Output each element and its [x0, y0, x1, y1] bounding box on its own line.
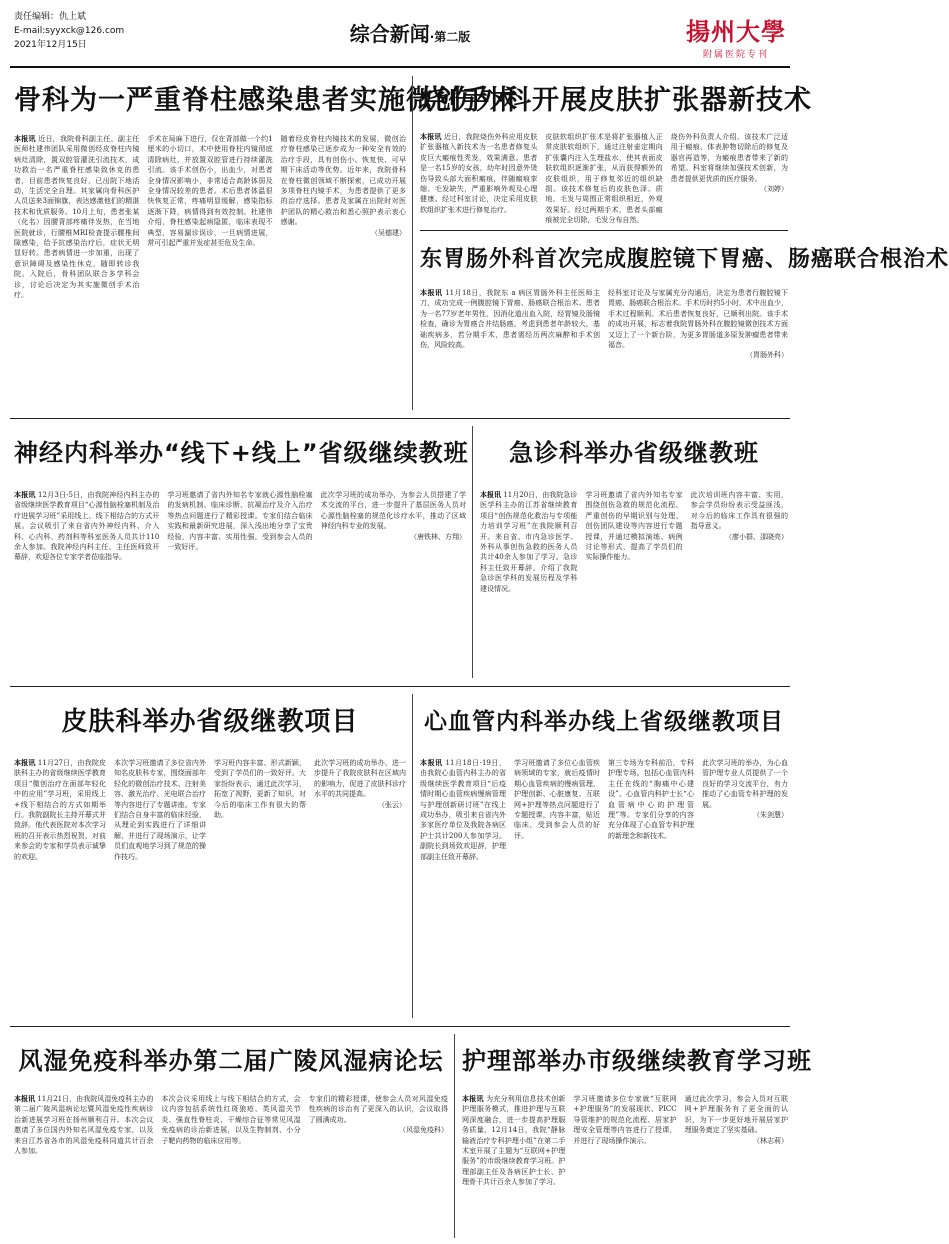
article-headline: 心血管内科举办线上省级继教项目	[424, 709, 784, 735]
article-column: 烧伤外科负责人介绍，该技术广泛适用于瘢痕、体表肿物切除后的修复及器官再造等，为瘢痕患者带来了新的希望。科室将继续加强技术创新，为患者提供更优质的医疗服务。 （刘婷）	[670, 133, 788, 194]
article-body	[420, 132, 788, 226]
article-headline: 神经内科举办“线下+线上”省级继续教班	[14, 439, 469, 467]
article-neurology	[14, 426, 469, 678]
article-byline: （朱剑慧）	[753, 811, 788, 820]
article-column: 本报讯 11月27日，由我院皮肤科主办的省级继续医学教育项目“微创治疗在面部年轻化中的应用”学习班，采用线上+线下相结合的方式如期举行。我院副院长主持开幕式并致辞。他代表医院对本次学习班的召开表示热烈祝贺，对前来参会的专家和学员表示诚挚的欢迎。	[14, 759, 106, 861]
article-byline: （唐铁林、方翔）	[409, 532, 466, 541]
article-column: 第三专场为专科前沿，专科护理专场。包括心血管内科主任在线的“胸痛中心建设”、心血管内科护士长“心血管病中心的护理管理”等。专家们分享的内容充分体现了心血管专科护理的新理念和新技术。	[608, 759, 694, 840]
article-column: 本报讯 11月20日，由我院急诊医学科主办的江苏省继续教育项目“创伤规范化救治与专项能力培训学习班”在我院顺利召开。来自省、市内急诊医学、外科从事创伤急救的医务人员共计40余人参加了学习。急诊科主任致开幕辞，介绍了我院急诊医学科的发展历程及学科建设情况。	[480, 491, 578, 593]
article-column: 随着经皮脊柱内镜技术的发展，微创治疗脊柱感染已逐步成为一种安全有效的治疗手段，具有创伤小、恢复快、可早期下床活动等优势。近年来，我院骨科在脊柱微创领域不断探索，已成功开展多项脊柱内镜手术，为患者提供了更多的治疗选择。患者及家属在出院时对医护团队的精心救治和悉心照护表示衷心感谢。 （吴德建）	[280, 135, 406, 237]
article-body	[420, 758, 788, 862]
section-rule	[10, 686, 790, 687]
article-headline: 烧伤外科开展皮肤扩张器新技术	[420, 85, 812, 116]
email-line: E-mail:syyxck@126.com	[14, 26, 125, 36]
article-headline: 护理部举办市级继续教育学习班	[462, 1047, 812, 1075]
column-divider	[472, 426, 473, 678]
section-header	[290, 18, 530, 47]
article-column: 专家们的精彩授课，使参会人员对风湿免疫性疾病的诊治有了更深入的认识，会议取得了圆满成功。 （风湿免疫科）	[308, 1095, 448, 1135]
article-column: 学习班邀请多位专家就“互联网+护理服务”的发展现状、PICC导管维护的规范化流程、居家护理安全管理等内容进行了授课，并进行了现场操作演示。	[573, 1095, 677, 1145]
article-byline: （林志莉）	[752, 1136, 788, 1145]
article-byline: （张云）	[378, 800, 406, 809]
article-byline: （胃肠外科）	[746, 351, 788, 360]
page-label: ·第二版	[429, 30, 471, 44]
article-burns	[420, 76, 812, 226]
article-column: 本报讯 近日，我院烧伤外科应用皮肤扩张器植入新技术为一名患者修复头皮巨大瘢痕性秃发，效果满意。患者是一名15岁的女孩，幼年时因意外烫伤导致头部大面积瘢痕，伴随瘢痕挛缩、毛发缺失，严重影响外观及心理健康。经过科室讨论，决定采用皮肤软组织扩张术进行修复治疗。	[420, 133, 538, 214]
article-headline: 风湿免疫科举办第二届广陵风湿病论坛	[18, 1047, 444, 1075]
article-column: 本报讯 近日，我院骨科副主任、副主任医师杜建伟团队采用微创经皮脊柱内镜病灶清除，置双腔管灌洗引流技术，成功救治一名严重脊柱感染致休克的患者，目前患者恢复良好，已出院下地活动，生活完全自理。其家属向骨科医护人员送来3面锦旗，表达感激他们的精湛技术和优质服务。10月上旬，患者张某（化名）因腰背部疼痛伴发热，在当地医院就诊，行腰椎MRI检查提示腰椎间隙感染，给予抗感染治疗后，症状无明显好转。患者病情进一步加重，出现了意识障碍及感染性休克，随即转诊我院。入院后，骨科团队联合多学科会诊，讨论后决定为其实施微创手术治疗。	[14, 135, 140, 300]
column-divider	[412, 694, 413, 1018]
article-cardiology	[420, 694, 788, 1018]
article-column: 学习班内容丰富、形式新颖，受到了学员们的一致好评。大家纷纷表示，通过此次学习，拓宽了视野，更新了知识，对今后的临床工作有很大的帮助。	[214, 759, 306, 820]
article-body	[14, 1094, 448, 1156]
article-column: 本次会议采用线上与线下相结合的方式，会议内容包括系统性红斑狼疮、类风湿关节炎、强直性脊柱炎、干燥综合征等常见风湿免疫病的诊治新进展，以及生物制剂、小分子靶向药物的临床应用等。	[161, 1095, 301, 1145]
masthead-info	[14, 10, 124, 52]
article-column: 此次学习班的成功举办，进一步提升了我院皮肤科在区域内的影响力，促进了皮肤科诊疗水平的共同提高。 （张云）	[314, 759, 406, 809]
article-byline: （吴德建）	[370, 228, 406, 237]
article-column: 本报讯 11月18日-19日，由我院心血管内科主办的省级继续医学教育项目“后疫情时期心血管疾病慢病管理与护理创新研讨班”在线上成功举办，吸引来自省内外多家医疗单位及我院各病区护士共计200人参加学习。副院长到场致欢迎辞，护理部副主任致开幕辞。	[420, 759, 506, 861]
article-byline: （廖小群、邵晓亮）	[724, 532, 788, 541]
article-body	[420, 288, 788, 361]
article-byline: （风湿免疫科）	[398, 1126, 448, 1135]
article-column: 本报讯 为充分利用信息技术创新护理服务模式，推进护理与互联网深度融合，进一步提高护理服务质量，12月14日，我院“静脉输液治疗专科护理小组”在第二手术室开展了主题为“互联网+护理服务”的市级继续教育学习班。护理部副主任及各病区护士长、护理骨干共计百余人参加了学习。	[462, 1095, 566, 1187]
article-headline: 急诊科举办省级继教班	[509, 439, 759, 467]
article-column: 皮肤软组织扩张术是将扩张器植入正常皮肤软组织下，通过注射壶定期向扩张囊内注入生理盐水，使其表面皮肤软组织逐渐扩张，从而获得额外的皮肤组织，用于修复邻近的组织缺损。该技术修复后的皮肤色泽、质地、毛发与周围正常组织相近，外观效果好。经过两期手术，患者头部瘢痕被完全切除，毛发分布自然。	[545, 133, 663, 225]
article-body	[462, 1094, 788, 1188]
article-nursing	[462, 1034, 812, 1238]
article-body	[14, 758, 406, 862]
article-column: 此次学习班的成功举办，为参会人员搭建了学术交流的平台，进一步提升了基层医务人员对心源性脑栓塞的规范化诊疗水平，推动了区域神经内科专业的发展。 （唐铁林、方翔）	[320, 491, 466, 541]
article-headline: 骨科为一严重脊柱感染患者实施微创手术	[14, 85, 518, 116]
article-byline: （刘婷）	[759, 185, 788, 194]
article-body	[480, 490, 788, 594]
article-body	[14, 134, 406, 301]
article-rheumatology	[14, 1034, 448, 1238]
article-emergency	[480, 426, 788, 678]
article-column: 学习班邀请了省内外知名专家就心源性脑栓塞的发病机制、临床诊断、抗凝治疗及介入治疗等热点问题进行了精彩授课。专家们结合临床实践和最新研究进展，深入浅出地分享了宝贵经验，内容丰富、实用性强，受到参会人员的一致好评。	[167, 491, 313, 552]
logo-text: 揚州大學	[686, 17, 786, 46]
article-column: 本报讯 11月21日，由我院风湿免疫科主办的第二届广陵风湿病论坛暨风湿免疫性疾病诊治新进展学习班在扬州顺利召开。本次会议邀请了多位国内外知名风湿免疫专家，以及来自江苏省各市的风湿免疫科同道共计百余人参加。	[14, 1095, 154, 1156]
masthead	[0, 0, 800, 64]
editor-line: 责任编辑：仇上斌	[14, 12, 87, 22]
column-divider	[454, 1034, 455, 1238]
article-body	[14, 490, 466, 563]
section-rule	[420, 230, 788, 231]
article-column: 通过此次学习，参会人员对互联网+护理服务有了更全面的认识，为下一步更好地开展居家护理服务奠定了坚实基础。 （林志莉）	[684, 1095, 788, 1145]
section-rule	[10, 1026, 790, 1027]
article-gastro	[420, 238, 949, 410]
logo-subtitle: 附属医院专刊	[702, 50, 769, 60]
article-dermatology	[14, 694, 406, 1018]
article-column: 此次学习班的举办，为心血管护理专业人员提供了一个良好的学习交流平台，有力推动了心血管专科护理的发展。 （朱剑慧）	[702, 759, 788, 820]
newspaper-logo	[686, 12, 786, 60]
article-headline: 东胃肠外科首次完成腹腔镜下胃癌、肠癌联合根治术	[420, 247, 949, 272]
masthead-rule	[10, 66, 790, 68]
article-column: 学习班邀请了多位心血管疾病领域的专家，就后疫情时期心血管疾病的慢病管理、护理创新、心脏康复、互联网+护理等热点问题进行了专题授课，内容丰富，贴近临床，受到参会人员的好评。	[514, 759, 600, 840]
article-headline: 皮肤科举办省级继教项目	[61, 707, 359, 737]
article-column: 本报讯 11月18日，我院东 a 病区胃肠外科主任医师主刀，成功完成一例腹腔镜下胃癌、肠癌联合根治术。患者为一名77岁老年男性，因消化道出血入院，经胃镜及肠镜检查，确诊为胃癌合并结肠癌。考虑到患者年龄较大，基础疾病多，若分期手术，患者需经历两次麻醉和手术创伤，风险较高。	[420, 289, 601, 350]
article-column: 手术在局麻下进行，仅在背部做一个约1厘米的小切口，术中使用脊柱内镜彻底清除病灶，并放置双腔管进行持续灌洗引流。该手术创伤小，出血少，对患者全身情况影响小，非常适合高龄体弱及全身情况较差的患者。术后患者体温很快恢复正常，疼痛明显缓解，感染指标逐渐下降，病情得到有效控制。杜建伟介绍，脊柱感染起病隐匿，临床表现不典型，容易漏诊误诊，一旦病情进展，常可引起严重并发症甚至危及生命。	[147, 135, 273, 248]
article-column: 经科室讨论及与家属充分沟通后，决定为患者行腹腔镜下胃癌、肠癌联合根治术。手术历时约5小时，术中出血少，手术过程顺利。术后患者恢复良好，已顺利出院。该手术的成功开展，标志着我院胃肠外科在腹腔镜微创技术方面又迈上了一个新台阶，为更多胃肠道多原发肿瘤患者带来福音。 （胃肠外科）	[608, 289, 788, 360]
article-column: 本报讯 12月3日-5日，由我院神经内科主办的省级继续医学教育项目“心源性脑栓塞机制及治疗进展学习班”采用线上、线下相结合的方式开展。会议吸引了来自省内外神经内科、介入科、心内科、药剂科等科室医务人员共计110余人参加。我院神经内科主任、主任医师致开幕辞，欢迎各位专家学者莅临指导。	[14, 491, 160, 562]
column-divider	[412, 76, 413, 410]
article-column: 本次学习班邀请了多位省内外知名皮肤科专家，围绕面部年轻化的微创治疗技术、注射美容、激光治疗、光电联合治疗等内容进行了专题讲座。专家们结合自身丰富的临床经验，从理论到实践进行了详细讲解，并进行了现场演示，让学员们直观地学习到了规范的操作技巧。	[114, 759, 206, 861]
date-line: 2021年12月15日	[14, 40, 87, 50]
section-title: 综合新闻	[349, 22, 430, 46]
article-column: 此次培训班内容丰富、实用，参会学员纷纷表示受益匪浅，对今后的临床工作具有很强的指导意义。 （廖小群、邵晓亮）	[690, 491, 788, 541]
article-column: 学习班邀请了省内外知名专家围绕创伤急救的规范化流程、严重创伤的早期识别与处理、创伤团队建设等内容进行专题授课，并通过模拟演练、病例讨论等形式，提高了学员们的实际操作能力。	[585, 491, 683, 562]
section-rule	[10, 418, 790, 419]
